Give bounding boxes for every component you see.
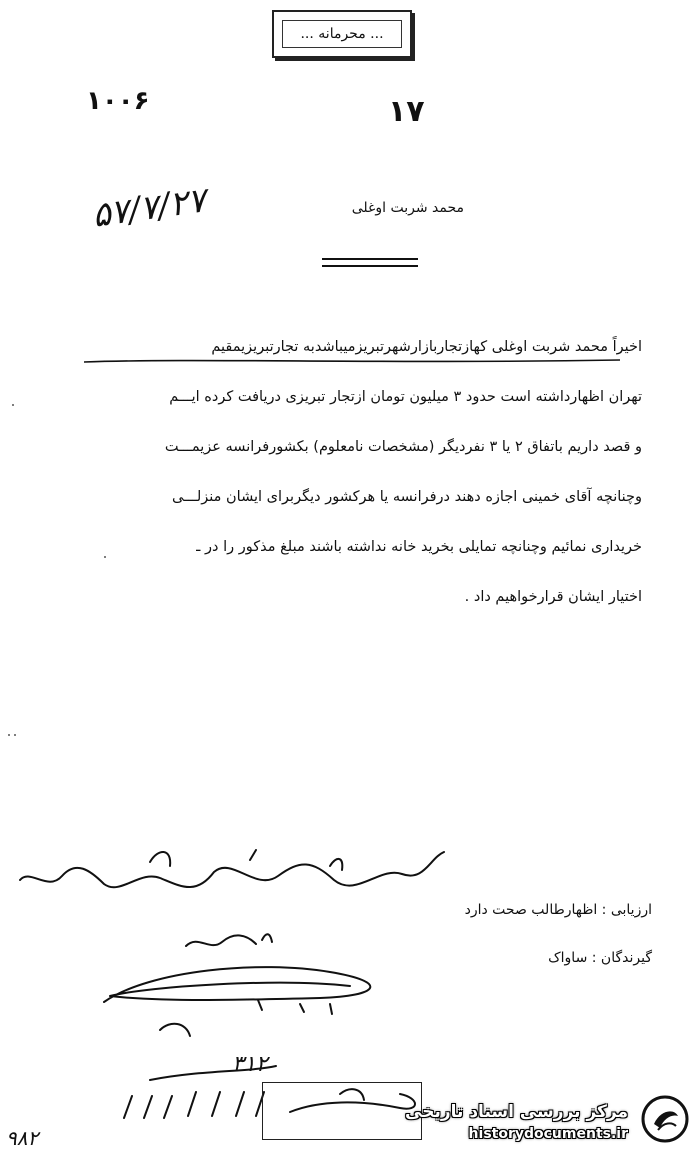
assessment-line: ارزیابی : اظهارطالب صحت دارد — [464, 902, 652, 918]
body-line: تهران اظهارداشته است حدود ۳ میلیون تومان ازتجار تبریزی دریافت کرده ایـــم — [169, 389, 642, 405]
body-line: و قصد داریم باتفاق ۲ یا ۳ نفردیگر (مشخصات نامعلوم) بکشورفرانسه عزیمـــت — [164, 439, 642, 455]
stamp-text: ... محرمانه ... — [282, 20, 402, 48]
body-line: اختیار ایشان قرارخواهیم داد . — [464, 589, 642, 605]
scan-speck — [12, 404, 14, 406]
footer-number: ۳۱۲ — [232, 1052, 268, 1077]
copy-number: ۱۷ — [388, 94, 425, 129]
watermark-name: مرکز بررسی اسناد تاریخی — [405, 1102, 628, 1122]
body-line: اخیراً محمد شربت اوغلی کهازتجاربازارشهرتبریزمیباشدبه تجارتبریزیمقیم — [211, 339, 642, 355]
subject-line: محمد شربت اوغلی — [351, 200, 464, 216]
scan-speck — [14, 734, 16, 736]
body-line: وچنانچه آقای خمینی اجازه دهند درفرانسه یا هرکشور دیگربرای ایشان منزلـــی — [172, 489, 642, 505]
footer-frame — [262, 1082, 422, 1140]
recipients-line: گیرندگان : ساواک — [548, 950, 652, 966]
scan-speck — [8, 734, 10, 736]
body-line: خریداری نمائیم وچنانچه تمایلی بخرید خانه نداشته باشند مبلغ مذکور را در ـ — [196, 539, 642, 555]
document-number: ۱۰۰۶ — [86, 86, 150, 116]
watermark-url: historydocuments.ir — [468, 1126, 628, 1142]
page-mark: ۹۸۲ — [6, 1126, 39, 1150]
archive-logo-icon — [640, 1094, 690, 1144]
handwritten-date: ۵۷/۷/۲۷ — [89, 180, 209, 236]
scan-speck — [104, 556, 106, 558]
